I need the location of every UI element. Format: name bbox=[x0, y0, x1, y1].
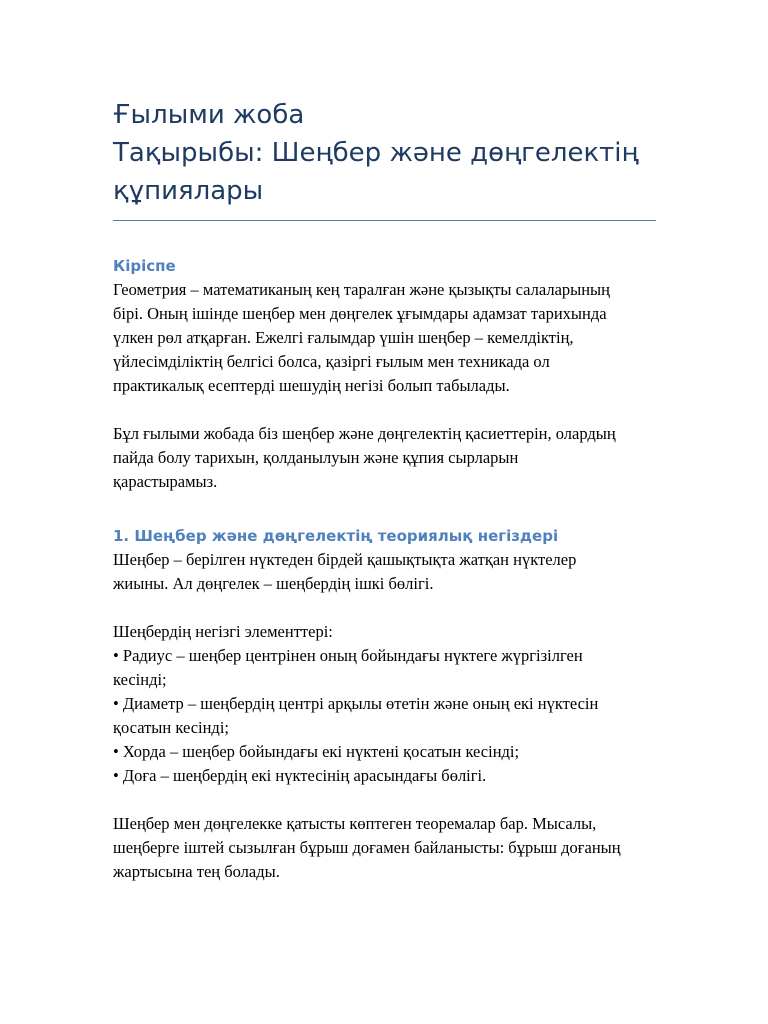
paragraph bbox=[113, 278, 658, 398]
text-line: үлкен рөл атқарған. Ежелгі ғалымдар үшін шеңбер – кемелдіктің, bbox=[113, 328, 574, 347]
text-line: кесінді; bbox=[113, 670, 167, 689]
text-line: Шеңбер мен дөңгелекке қатысты көптеген теоремалар бар. Мысалы, bbox=[113, 814, 597, 833]
list-item: • Доға – шеңбердің екі нүктесінің арасындағы бөлігі. bbox=[113, 766, 487, 785]
section-heading-introduction: Кіріспе bbox=[113, 257, 176, 275]
list-item: • Хорда – шеңбер бойындағы екі нүктені қосатын кесінді; bbox=[113, 742, 520, 761]
text-line: жартысына тең болады. bbox=[113, 862, 280, 881]
document-title bbox=[113, 96, 658, 210]
text-line: Геометрия – математиканың кең таралған және қызықты салаларының bbox=[113, 280, 610, 299]
text-line: Шеңбер – берілген нүктеден бірдей қашықтықта жатқан нүктелер bbox=[113, 550, 577, 569]
list-item: • Диаметр – шеңбердің центрі арқылы өтетін және оның екі нүктесін bbox=[113, 694, 599, 713]
title-line: Тақырыбы: Шеңбер және дөңгелектің bbox=[113, 138, 639, 168]
text-line: үйлесімділіктің белгісі болса, қазіргі ғылым мен техникада ол bbox=[113, 352, 550, 371]
paragraph bbox=[113, 422, 658, 494]
text-line: жиыны. Ал дөңгелек – шеңбердің ішкі бөлігі. bbox=[113, 574, 434, 593]
text-line: Шеңбердің негізгі элементтері: bbox=[113, 622, 333, 641]
title-line: құпиялары bbox=[113, 176, 264, 206]
text-line: бірі. Оның ішінде шеңбер мен дөңгелек ұғымдары адамзат тарихында bbox=[113, 304, 607, 323]
text-line: практикалық есептерді шешудің негізі болып табылады. bbox=[113, 376, 510, 395]
section-heading-theory: 1. Шеңбер және дөңгелектің теориялық негіздері bbox=[113, 527, 559, 545]
text-line: шеңберге іштей сызылған бұрыш доғамен байланысты: бұрыш доғаның bbox=[113, 838, 621, 857]
title-line: Ғылыми жоба bbox=[113, 100, 305, 130]
text-line: қосатын кесінді; bbox=[113, 718, 229, 737]
list-item: • Радиус – шеңбер центрінен оның бойындағы нүктеге жүргізілген bbox=[113, 646, 583, 665]
text-line: Бұл ғылыми жобада біз шеңбер және дөңгелектің қасиеттерін, олардың bbox=[113, 424, 616, 443]
title-divider bbox=[113, 220, 656, 221]
text-line: пайда болу тарихын, қолданылуын және құпия сырларын bbox=[113, 448, 519, 467]
text-line: қарастырамыз. bbox=[113, 472, 218, 491]
paragraph bbox=[113, 548, 658, 596]
paragraph bbox=[113, 812, 658, 884]
bullet-list-paragraph bbox=[113, 620, 658, 788]
